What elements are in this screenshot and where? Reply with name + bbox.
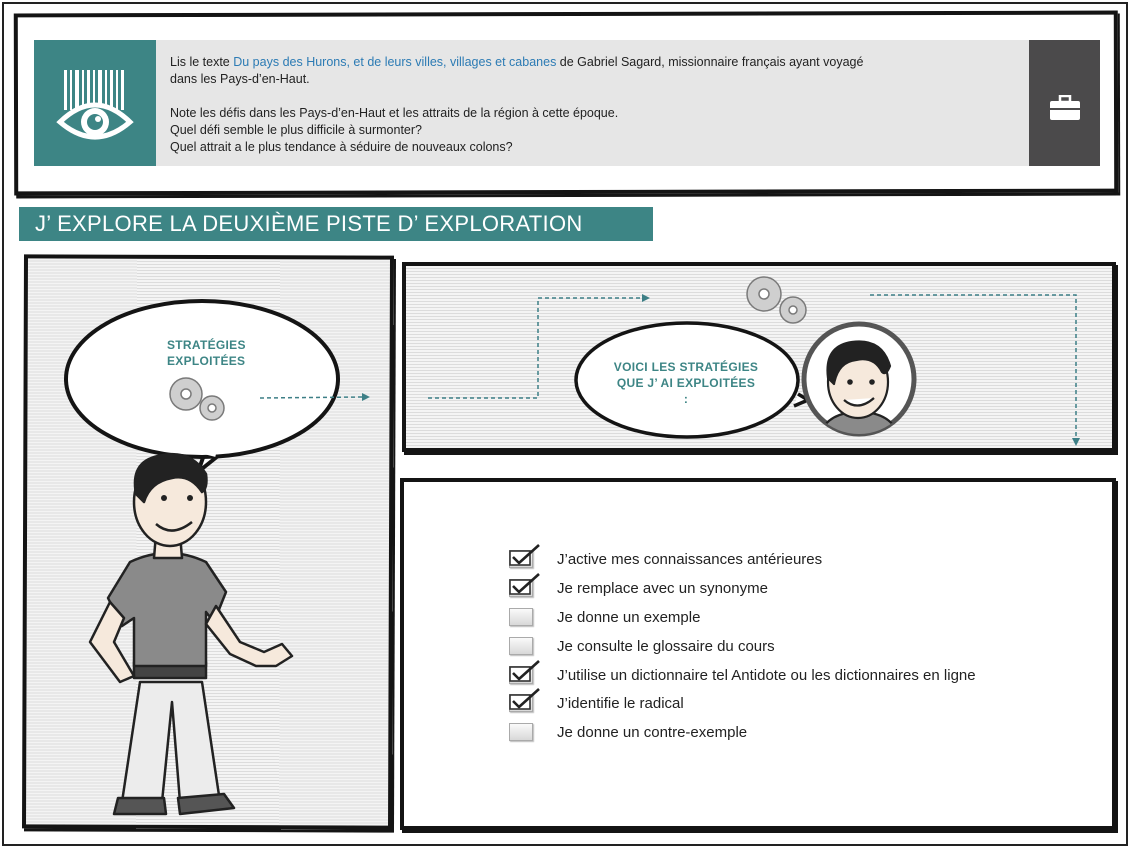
checkmark-icon [509, 659, 543, 683]
instruction-text [170, 54, 990, 156]
instruction-line5: Quel attrait a le plus tendance à séduire de nouveaux colons? [170, 140, 513, 154]
strategy-item[interactable] [509, 577, 768, 599]
strategy-label: J’identifie le radical [557, 694, 684, 712]
checkmark-icon [509, 543, 543, 567]
right-bubble-text [600, 359, 772, 407]
checkmark-icon [509, 572, 543, 596]
strategy-label: Je remplace avec un synonyme [557, 579, 768, 597]
checkmark-icon [509, 687, 543, 711]
toolbox-button[interactable] [1029, 40, 1100, 166]
strategy-item[interactable] [509, 721, 747, 743]
strategy-label: Je consulte le glossaire du cours [557, 637, 775, 655]
instruction-line2: dans les Pays-d’en-Haut. [170, 72, 310, 86]
strategy-checkbox[interactable] [509, 608, 533, 626]
section-title: J’ EXPLORE LA DEUXIÈME PISTE D’ EXPLORATION [19, 207, 653, 241]
strategy-item[interactable] [509, 548, 822, 570]
strategy-checkbox[interactable] [509, 694, 533, 712]
instruction-prefix: Lis le texte [170, 55, 234, 69]
strategy-label: J’utilise un dictionnaire tel Antidote ou les dictionnaires en ligne [557, 666, 976, 684]
strategy-label: J’active mes connaissances antérieures [557, 550, 823, 568]
right-bubble-line3: : [683, 392, 689, 406]
strategy-item[interactable] [509, 664, 976, 686]
left-bubble-text [167, 337, 246, 369]
left-bubble-line1: STRATÉGIES [167, 338, 246, 352]
strategy-checkbox[interactable] [509, 550, 533, 568]
strategy-item[interactable] [509, 692, 684, 714]
gears-icon [162, 372, 232, 424]
strategy-checkbox[interactable] [509, 666, 533, 684]
instruction-line4: Quel défi semble le plus difficile à surmonter? [170, 123, 422, 137]
strategy-label: Je donne un contre-exemple [557, 723, 748, 741]
strategy-item[interactable] [509, 635, 775, 657]
character-portrait [796, 320, 922, 438]
instruction-line3: Note les défis dans les Pays-d’en-Haut et les attraits de la région à cette époque. [170, 106, 619, 120]
strategy-checkbox[interactable] [509, 579, 533, 597]
right-bubble-line1: VOICI LES STRATÉGIES [613, 360, 759, 374]
strategy-item[interactable] [509, 606, 700, 628]
instruction-suffix: de Gabriel Sagard, missionnaire français ayant voyagé [556, 55, 864, 69]
eye-barcode-icon [34, 40, 156, 166]
strategy-checkbox[interactable] [509, 637, 533, 655]
right-bubble-line2: QUE J’ AI EXPLOITÉES [616, 376, 756, 390]
left-bubble-line2: EXPLOITÉES [167, 354, 246, 368]
dashed-arrow [258, 390, 373, 404]
text-link[interactable]: Du pays des Hurons, et de leurs villes, villages et cabanes [233, 55, 557, 69]
briefcase-icon [1049, 95, 1081, 121]
strategy-checkbox[interactable] [509, 723, 533, 741]
strategy-label: Je donne un exemple [557, 608, 701, 626]
